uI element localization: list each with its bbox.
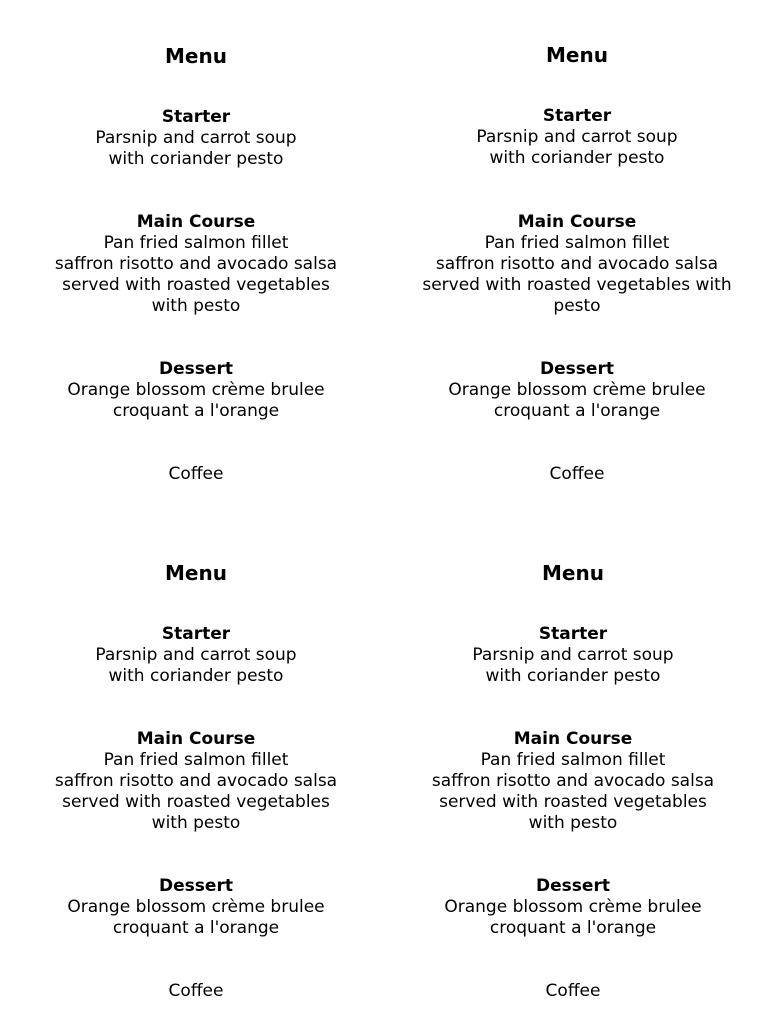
dessert-section [11, 876, 381, 939]
coffee-section [392, 464, 762, 485]
starter-line: with coriander pesto [108, 666, 284, 686]
starter-section [388, 624, 758, 687]
main-course-line: served with roasted vegetables [439, 792, 707, 812]
coffee-line: Coffee [545, 981, 601, 1001]
dessert-line: croquant a l'orange [489, 918, 657, 938]
main-course-line: with pesto [151, 296, 241, 316]
main-course-line: served with roasted vegetables [62, 792, 330, 812]
main-course-line: saffron risotto and avocado salsa [435, 254, 719, 274]
main-course-line: Pan fried salmon fillet [484, 233, 670, 253]
main-course-section [392, 212, 762, 317]
main-course-heading: Main Course [136, 729, 256, 749]
main-course-line: pesto [553, 296, 601, 316]
coffee-section [388, 981, 758, 1002]
menu-title: Menu [546, 43, 608, 67]
dessert-line: croquant a l'orange [493, 401, 661, 421]
starter-heading: Starter [538, 624, 608, 644]
starter-heading: Starter [161, 624, 231, 644]
dessert-line: croquant a l'orange [112, 401, 280, 421]
main-course-line: saffron risotto and avocado salsa [54, 771, 338, 791]
dessert-heading: Dessert [159, 876, 233, 896]
dessert-section [392, 359, 762, 422]
menu-card [11, 44, 381, 485]
main-course-line: Pan fried salmon fillet [103, 750, 289, 770]
menu-title: Menu [165, 44, 227, 68]
starter-line: with coriander pesto [489, 148, 665, 168]
dessert-section [11, 359, 381, 422]
main-course-section [388, 729, 758, 834]
starter-heading: Starter [161, 107, 231, 127]
starter-line: with coriander pesto [108, 149, 284, 169]
starter-line: with coriander pesto [485, 666, 661, 686]
main-course-line: served with roasted vegetables [62, 275, 330, 295]
main-course-line: with pesto [151, 813, 241, 833]
menu-card [11, 561, 381, 1002]
coffee-line: Coffee [168, 464, 224, 484]
main-course-heading: Main Course [513, 729, 633, 749]
starter-line: Parsnip and carrot soup [95, 645, 297, 665]
dessert-line: Orange blossom crème brulee [448, 380, 706, 400]
dessert-heading: Dessert [536, 876, 610, 896]
main-course-section [11, 212, 381, 317]
menu-card [388, 561, 758, 1002]
starter-section [11, 107, 381, 170]
starter-line: Parsnip and carrot soup [472, 645, 674, 665]
dessert-heading: Dessert [540, 359, 614, 379]
coffee-section [11, 464, 381, 485]
starter-section [11, 624, 381, 687]
dessert-line: Orange blossom crème brulee [67, 897, 325, 917]
menu-card [392, 43, 762, 485]
main-course-heading: Main Course [517, 212, 637, 232]
main-course-line: served with roasted vegetables with [422, 275, 732, 295]
menu-title: Menu [542, 561, 604, 585]
dessert-line: Orange blossom crème brulee [444, 897, 702, 917]
main-course-line: Pan fried salmon fillet [480, 750, 666, 770]
main-course-line: Pan fried salmon fillet [103, 233, 289, 253]
main-course-line: saffron risotto and avocado salsa [431, 771, 715, 791]
starter-line: Parsnip and carrot soup [476, 127, 678, 147]
dessert-heading: Dessert [159, 359, 233, 379]
coffee-line: Coffee [549, 464, 605, 484]
starter-heading: Starter [542, 106, 612, 126]
main-course-section [11, 729, 381, 834]
coffee-section [11, 981, 381, 1002]
main-course-heading: Main Course [136, 212, 256, 232]
dessert-section [388, 876, 758, 939]
menu-title: Menu [165, 561, 227, 585]
coffee-line: Coffee [168, 981, 224, 1001]
starter-line: Parsnip and carrot soup [95, 128, 297, 148]
starter-section [392, 106, 762, 169]
dessert-line: Orange blossom crème brulee [67, 380, 325, 400]
dessert-line: croquant a l'orange [112, 918, 280, 938]
main-course-line: with pesto [528, 813, 618, 833]
main-course-line: saffron risotto and avocado salsa [54, 254, 338, 274]
